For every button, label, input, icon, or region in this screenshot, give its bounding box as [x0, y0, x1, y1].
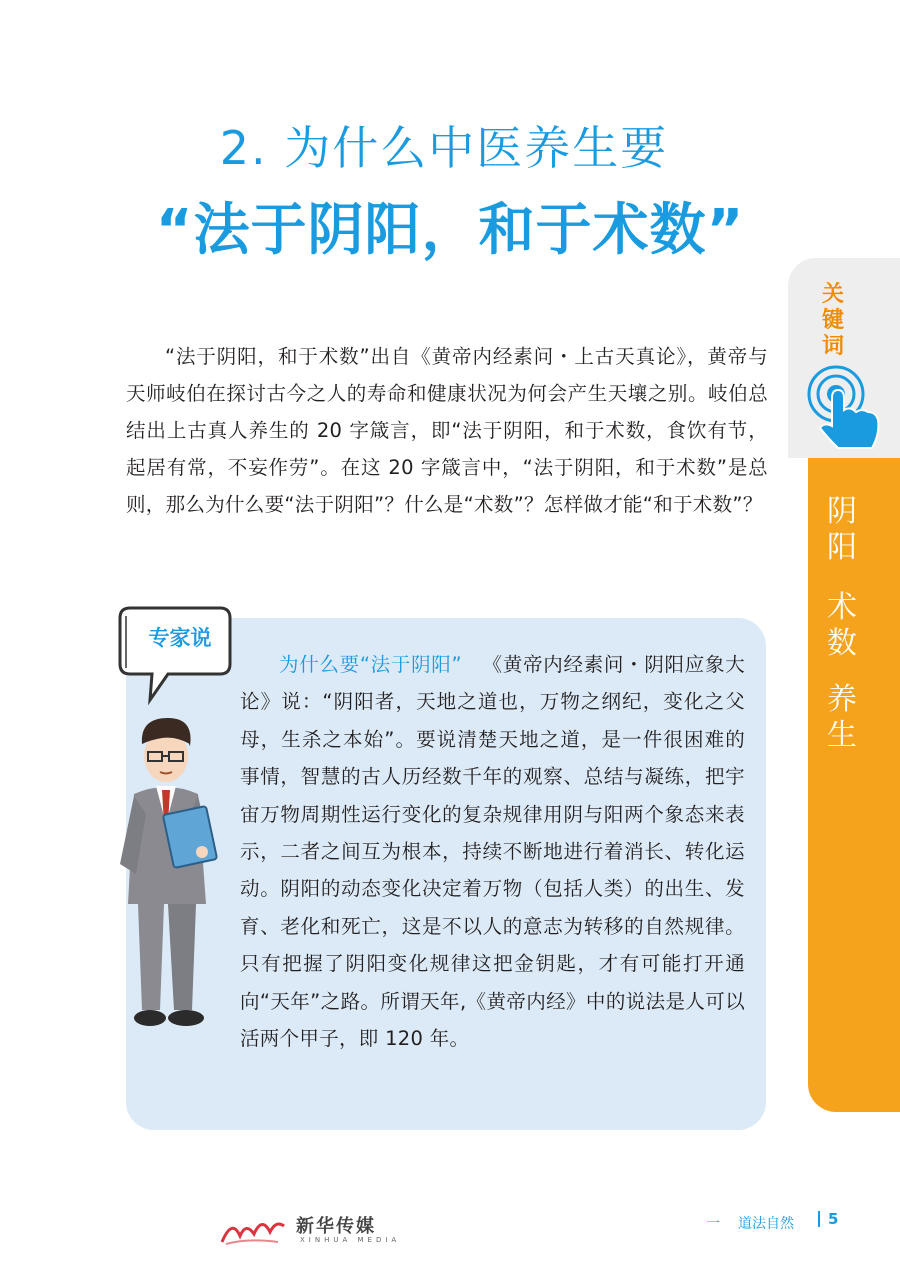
- section-title: 2. 为什么中医养生要: [219, 121, 669, 175]
- chapter-number: 一: [706, 1216, 720, 1232]
- keyword-shushu: 术 数: [827, 590, 857, 661]
- chapter-marker: [706, 1213, 794, 1233]
- keyword-yinyang: 阴 阳: [827, 494, 857, 565]
- expert-figure: [116, 714, 226, 1036]
- chapter-title: 道法自然: [738, 1216, 794, 1232]
- expert-content: [240, 646, 745, 1057]
- brand-name: 新华传媒: [296, 1216, 376, 1237]
- intro-paragraph: [126, 338, 768, 523]
- expert-heading: 为什么要“法于阴阳”: [279, 653, 462, 676]
- tap-finger-icon: [806, 364, 886, 454]
- section-subtitle: “法于阴阳，和于术数”: [155, 198, 745, 263]
- keyword-label: 关 键 词: [821, 282, 844, 359]
- expert-text: 《黄帝内经素问・阴阳应象大论》说：“阴阳者，天地之道也，万物之纲纪，变化之父母，生杀之本始”。要说清楚天地之道，是一件很困难的事情，智慧的古人历经数千年的观察、总结与凝练，把宇宙万物周期性运行变化的复杂规律用阴与阳两个象态来表示，二者之间互为根本，持续不断地进行着消长、转化运动。阴阳的动态变化决定着万物（包括人类）的出生、发育、老化和死亡，这是不以人的意志为转移的自然规律。只有把握了阴阳变化规律这把金钥匙，才有可能打开通向“天年”之路。所谓天年,《黄帝内经》中的说法是人可以活两个甲子，即 120 年。: [240, 653, 745, 1051]
- intro-text: “法于阴阳，和于术数”出自《黄帝内经素问・上古天真论》，黄帝与天师岐伯在探讨古今之人的寿命和健康状况为何会产生天壤之别。岐伯总结出上古真人养生的 20 字箴言，即“法于阴阳，和于术数，食饮有节，起居有常，不妄作劳”。在这 20 字箴言中，“法于阴阳，和于术数”是总则，那么为什么要“法于阴阳”？什么是“术数”？怎样做才能“和于术数”？: [126, 345, 768, 516]
- page-number: 5: [818, 1211, 838, 1227]
- brand-name-en: XINHUA MEDIA: [300, 1236, 401, 1244]
- keyword-yangsheng: 养 生: [827, 682, 857, 753]
- xinhua-media-logo-icon: [218, 1212, 288, 1248]
- expert-label: 专家说: [148, 626, 212, 650]
- speech-bubble-icon: [116, 604, 234, 708]
- expert-paragraph: [240, 646, 745, 1057]
